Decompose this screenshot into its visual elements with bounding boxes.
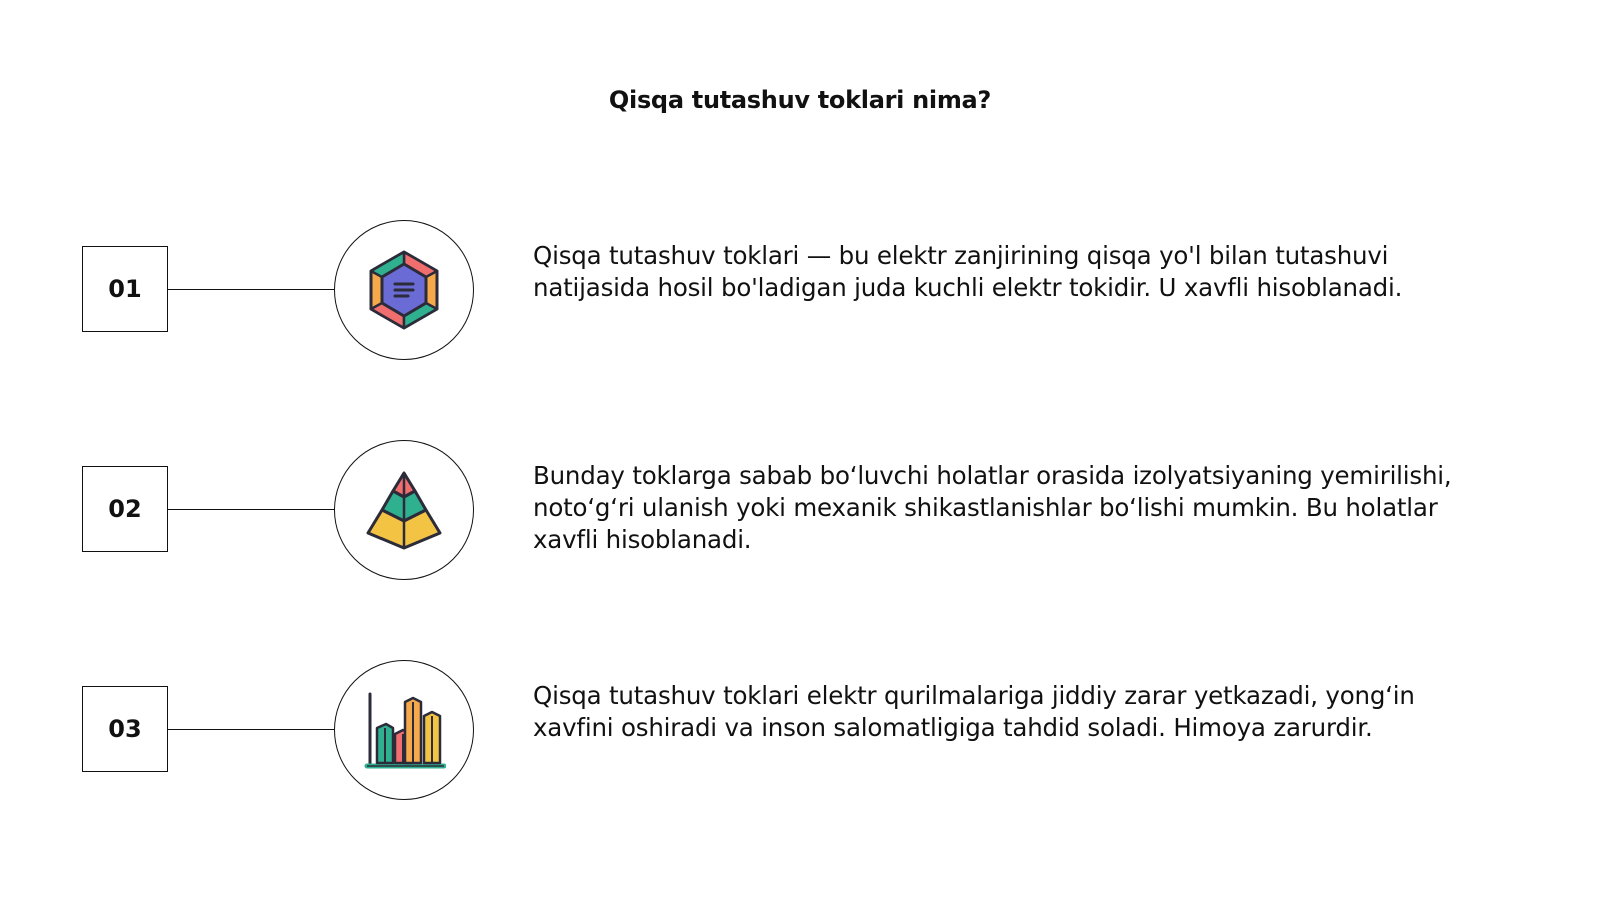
bar-chart-icon [362,688,446,772]
hexagon-document-icon [366,249,442,331]
item-description: Qisqa tutashuv toklari elektr qurilmalariga jiddiy zarar yetkazadi, yong‘in xavfini oshiradi va inson salomatligiga tahdid soladi. Himoya zarurdir. [533,681,1415,742]
list-item [0,440,1600,580]
pyramid-icon [364,469,444,551]
icon-circle [334,440,474,580]
connector-line [168,289,334,290]
step-number: 01 [108,275,142,303]
list-item [0,220,1600,360]
page-title: Qisqa tutashuv toklari nima? [608,86,992,114]
list-item [0,660,1600,800]
item-description: Bunday toklarga sabab bo‘luvchi holatlar orasida izolyatsiyaning yemirilishi, noto‘g‘ri ulanish yoki mexanik shikastlanishlar bo‘lishi mumkin. Bu holatlar xavfli hisoblanadi. [533,461,1452,554]
item-description: Qisqa tutashuv toklari — bu elektr zanjirining qisqa yo'l bilan tutashuvi natijasida hosil bo'ladigan juda kuchli elektr tokidir. U xavfli hisoblanadi. [533,241,1403,302]
step-number-box [82,466,168,552]
icon-circle [334,220,474,360]
step-number: 03 [108,715,142,743]
connector-line [168,729,334,730]
step-number-box [82,246,168,332]
step-number: 02 [108,495,142,523]
step-number-box [82,686,168,772]
icon-circle [334,660,474,800]
connector-line [168,509,334,510]
